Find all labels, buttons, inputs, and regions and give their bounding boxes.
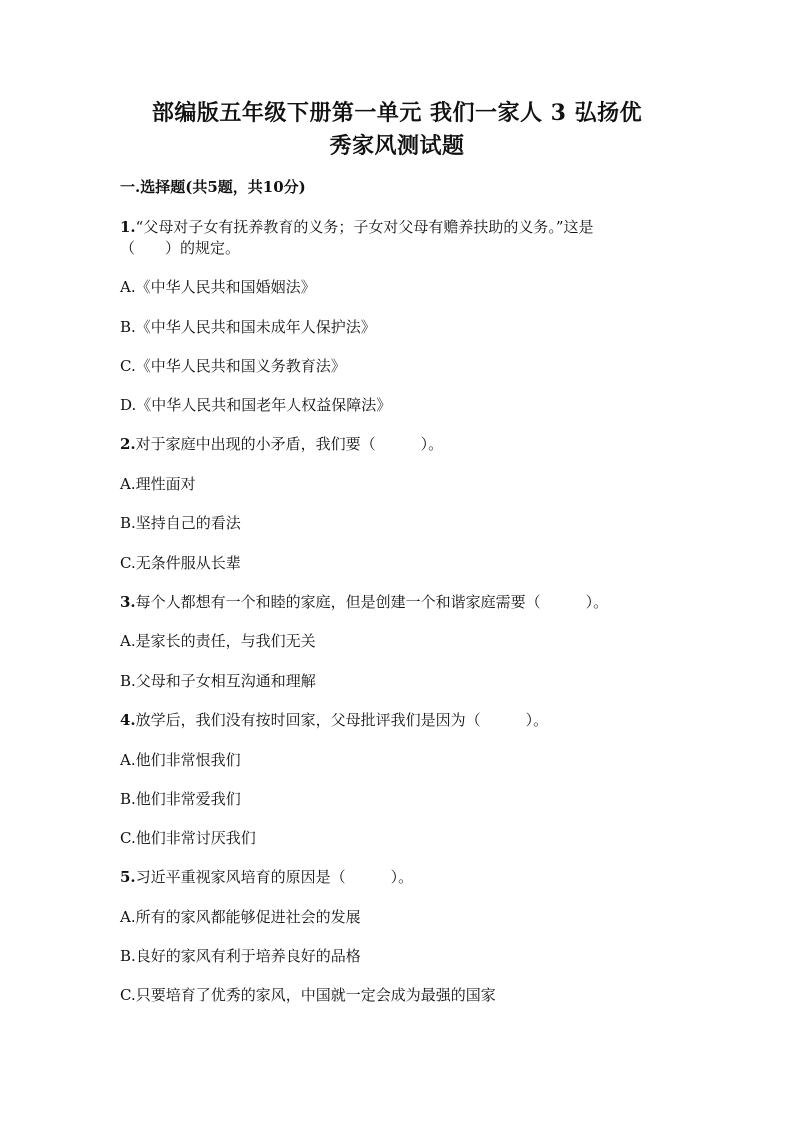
question-5-text: 习近平重视家风培育的原因是（ ）。 [135, 868, 414, 886]
question-2-number: 2. [120, 435, 136, 453]
question-1-stem [120, 216, 594, 238]
question-5-stem [120, 866, 413, 888]
question-4-number: 4. [120, 711, 136, 729]
question-5-option-b: B.良好的家风有利于培养良好的品格 [120, 947, 361, 965]
question-3-option-b: B.父母和子女相互沟通和理解 [120, 672, 316, 690]
question-5-number: 5. [120, 868, 136, 886]
question-4-text: 放学后，我们没有按时回家，父母批评我们是因为（ ）。 [135, 711, 549, 729]
question-2-stem [120, 433, 443, 455]
question-5-option-a: A.所有的家风都能够促进社会的发展 [120, 908, 361, 926]
question-1-stem-continued: （ ）的规定。 [120, 239, 241, 257]
question-1-text: “父母对子女有抚养教育的义务；子女对父母有赡养扶助的义务。”这是 [135, 218, 594, 236]
question-3-text: 每个人都想有一个和睦的家庭，但是创建一个和谐家庭需要（ ）。 [135, 593, 609, 611]
question-1-option-b: B.《中华人民共和国未成年人保护法》 [120, 318, 376, 336]
question-2-text: 对于家庭中出现的小矛盾，我们要（ ）。 [135, 435, 444, 453]
question-3-option-a: A.是家长的责任，与我们无关 [120, 632, 316, 650]
question-1-number: 1. [120, 218, 136, 236]
question-3-number: 3. [120, 593, 136, 611]
document-title-line-1: 部编版五年级下册第一单元 我们一家人 3 弘扬优 [151, 100, 643, 126]
question-4-option-a: A.他们非常恨我们 [120, 751, 241, 769]
question-1-option-a: A.《中华人民共和国婚姻法》 [120, 278, 316, 296]
question-1-option-c: C.《中华人民共和国义务教育法》 [120, 357, 346, 375]
section-heading: 一.选择题(共5题，共10分) [120, 178, 306, 196]
document-title-line-2: 秀家风测试题 [329, 133, 465, 159]
question-1-option-d: D.《中华人民共和国老年人权益保障法》 [120, 396, 392, 414]
question-3-stem [120, 591, 608, 613]
question-2-option-b: B.坚持自己的看法 [120, 514, 241, 532]
question-4-option-c: C.他们非常讨厌我们 [120, 829, 256, 847]
question-4-option-b: B.他们非常爱我们 [120, 790, 241, 808]
question-4-stem [120, 709, 548, 731]
question-2-option-a: A.理性面对 [120, 475, 196, 493]
question-5-option-c: C.只要培育了优秀的家风，中国就一定会成为最强的国家 [120, 986, 496, 1004]
question-2-option-c: C.无条件服从长辈 [120, 554, 241, 572]
